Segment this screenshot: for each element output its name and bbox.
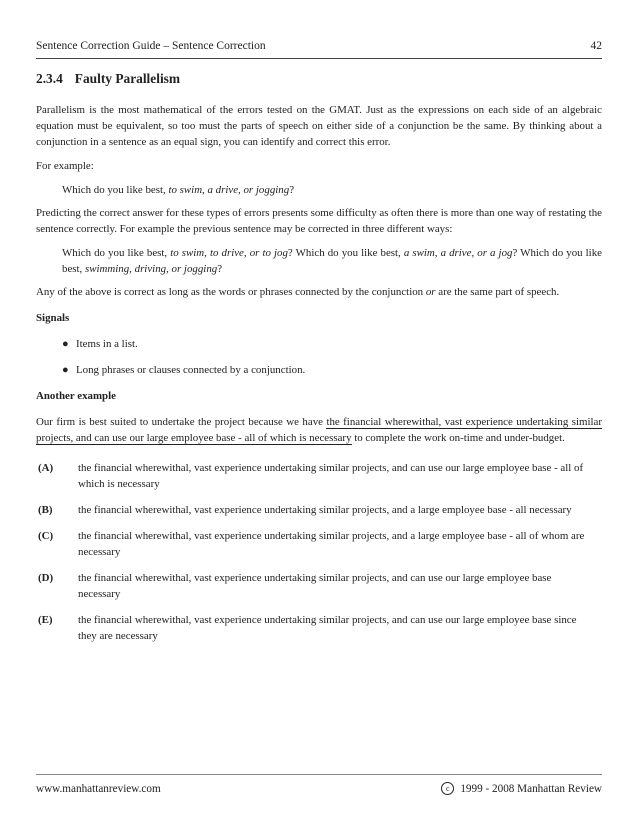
note-end: are the same part of speech. [435, 286, 560, 298]
copyright [441, 782, 602, 795]
note-italic: or [425, 286, 436, 298]
footer-divider [36, 774, 602, 775]
bullet-icon: ● [62, 338, 69, 350]
option-text: the financial wherewithal, vast experience undertaking similar projects, and a large employee base - all of whom are necessary [78, 530, 585, 558]
option-text: the financial wherewithal, vast experience undertaking similar projects, and can use our large employee base since they are necessary [78, 614, 577, 642]
footer-url[interactable]: www.manhattanreview.com [36, 782, 161, 795]
section-title: Faulty Parallelism [74, 71, 181, 86]
example-sentence [62, 182, 602, 198]
stem-end: to complete the work on-time and under-budget. [351, 432, 565, 444]
answer-option[interactable] [36, 460, 602, 492]
main-content [36, 70, 602, 654]
page-footer [36, 782, 602, 795]
example-italic: to swim, a drive, or jogging [168, 184, 290, 196]
conjunction-note [36, 284, 602, 300]
option-label: (E) [38, 614, 53, 626]
list-item [36, 336, 602, 352]
answer-option[interactable] [36, 502, 602, 518]
header-divider [36, 58, 602, 59]
option-label: (B) [38, 504, 53, 516]
another-example-heading: Another example [36, 390, 116, 402]
section-heading [36, 70, 602, 88]
predicting-paragraph: Predicting the correct answer for these types of errors presents some difficulty as often there is more than one way of restating the sentence correctly. For example the previous sentence may be corrected in three different ways: [36, 207, 602, 235]
option-label: (D) [38, 572, 54, 584]
answer-options [36, 460, 602, 644]
page-header [36, 40, 602, 52]
answer-option[interactable] [36, 528, 602, 560]
stem-lead: Our firm is best suited to undertake the project because we have [36, 416, 327, 428]
intro-paragraph: Parallelism is the most mathematical of the errors tested on the GMAT. Just as the expressions on each side of an algebraic equation must be equivalent, so too must the parts of speech on either side of a conjunction be the same. By thinking about a conjunction in a sentence as an equal sign, you can identify and correct this error. [36, 104, 602, 148]
signals-heading: Signals [36, 312, 70, 324]
answer-option[interactable] [36, 612, 602, 644]
option-text: the financial wherewithal, vast experience undertaking similar projects, and can use our large employee base necessary [78, 572, 552, 600]
option-label: (C) [38, 530, 54, 542]
corrected-sentences [62, 245, 602, 277]
option-label: (A) [38, 462, 54, 474]
example-lead: Which do you like best, [62, 184, 169, 196]
copyright-text: 1999 - 2008 Manhattan Review [460, 782, 602, 795]
correction-b: a swim, a drive, or a jog [403, 247, 513, 259]
correction-a: to swim, to drive, or to jog [170, 247, 288, 259]
bullet-icon: ● [62, 364, 69, 376]
stem-underlined: the financial wherewithal, vast experience undertaking similar projects, and can use our large employee base - all of which is necessary [36, 416, 602, 444]
question-stem [36, 414, 602, 446]
for-example-label: For example: [36, 160, 94, 172]
note-lead: Any of the above is correct as long as the words or phrases connected by the conjunction [36, 286, 426, 298]
example-end: ? [289, 184, 295, 196]
signals-list [36, 336, 602, 378]
list-item [36, 362, 602, 378]
correction-a-end: ? Which do you like best, [287, 247, 404, 259]
header-title: Sentence Correction Guide – Sentence Correction [36, 40, 266, 52]
correction-b-end: ? Which do you like best, [62, 247, 602, 275]
option-text: the financial wherewithal, vast experience undertaking similar projects, and can use our large employee base - all of which is necessary [78, 462, 584, 490]
correction-c: swimming, driving, or jogging [85, 263, 218, 275]
correction-lead: Which do you like best, [62, 247, 171, 259]
correction-c-end: ? [217, 263, 223, 275]
list-item-text: Long phrases or clauses connected by a conjunction. [76, 364, 306, 376]
section-number: 2.3.4 [36, 71, 63, 86]
page-number: 42 [590, 40, 602, 52]
copyright-icon: c [441, 782, 454, 795]
list-item-text: Items in a list. [76, 338, 138, 350]
answer-option[interactable] [36, 570, 602, 602]
option-text: the financial wherewithal, vast experience undertaking similar projects, and a large employee base - all necessary [78, 504, 572, 516]
